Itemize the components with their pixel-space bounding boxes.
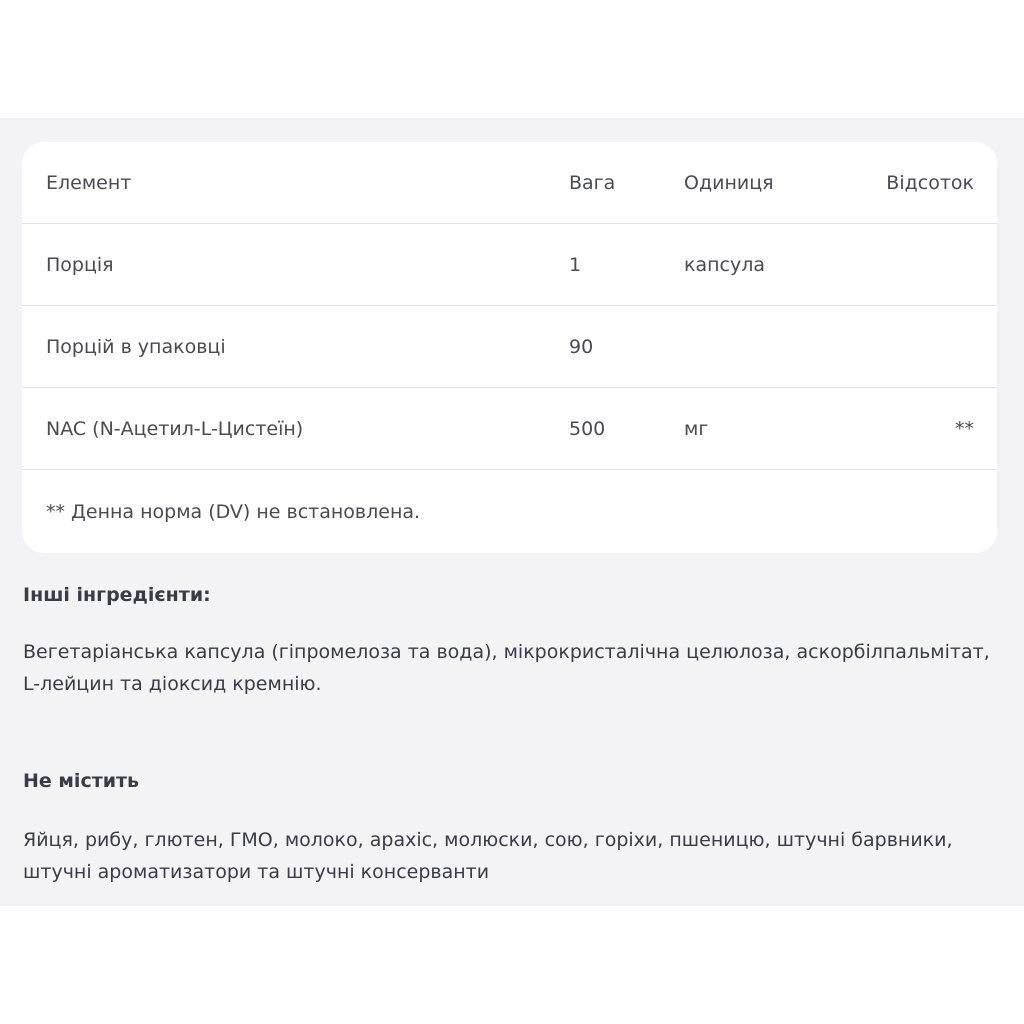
table-row [22, 388, 997, 470]
table-header-row [22, 142, 997, 224]
header-weight: Вага [569, 171, 616, 194]
row-name: Порція [46, 253, 114, 276]
row-weight: 1 [569, 253, 582, 276]
table-row [22, 224, 997, 306]
table-footnote: ** Денна норма (DV) не встановлена. [46, 500, 421, 523]
row-unit: капсула [684, 253, 766, 276]
row-weight: 90 [569, 335, 594, 358]
table-footnote-row [22, 470, 997, 553]
nutrition-table [22, 142, 997, 553]
row-name: NAC (N-Ацетил-L-Цистеїн) [46, 417, 304, 440]
row-unit: мг [684, 417, 709, 440]
row-percent: ** [955, 417, 974, 440]
header-percent: Відсоток [886, 171, 974, 194]
row-weight: 500 [569, 417, 606, 440]
ingredients-text: Вегетаріанська капсула (гіпромелоза та вода), мікрокристалічна целюлоза, аскорбілпальмітат, L-лейцин та діоксид кремнію. [23, 641, 990, 695]
product-info-panel [0, 118, 1024, 906]
table-row [22, 306, 997, 388]
ingredients-title: Інші інгредієнти: [23, 584, 211, 606]
free-from-text: Яйця, рибу, глютен, ГМО, молоко, арахіс, молюски, сою, горіхи, пшеницю, штучні барвники, штучні ароматизатори та штучні консерванти [23, 829, 953, 883]
header-unit: Одиниця [684, 171, 774, 194]
free-from-title: Не містить [23, 770, 140, 792]
row-name: Порцій в упаковці [46, 335, 226, 358]
header-name: Елемент [46, 171, 132, 194]
